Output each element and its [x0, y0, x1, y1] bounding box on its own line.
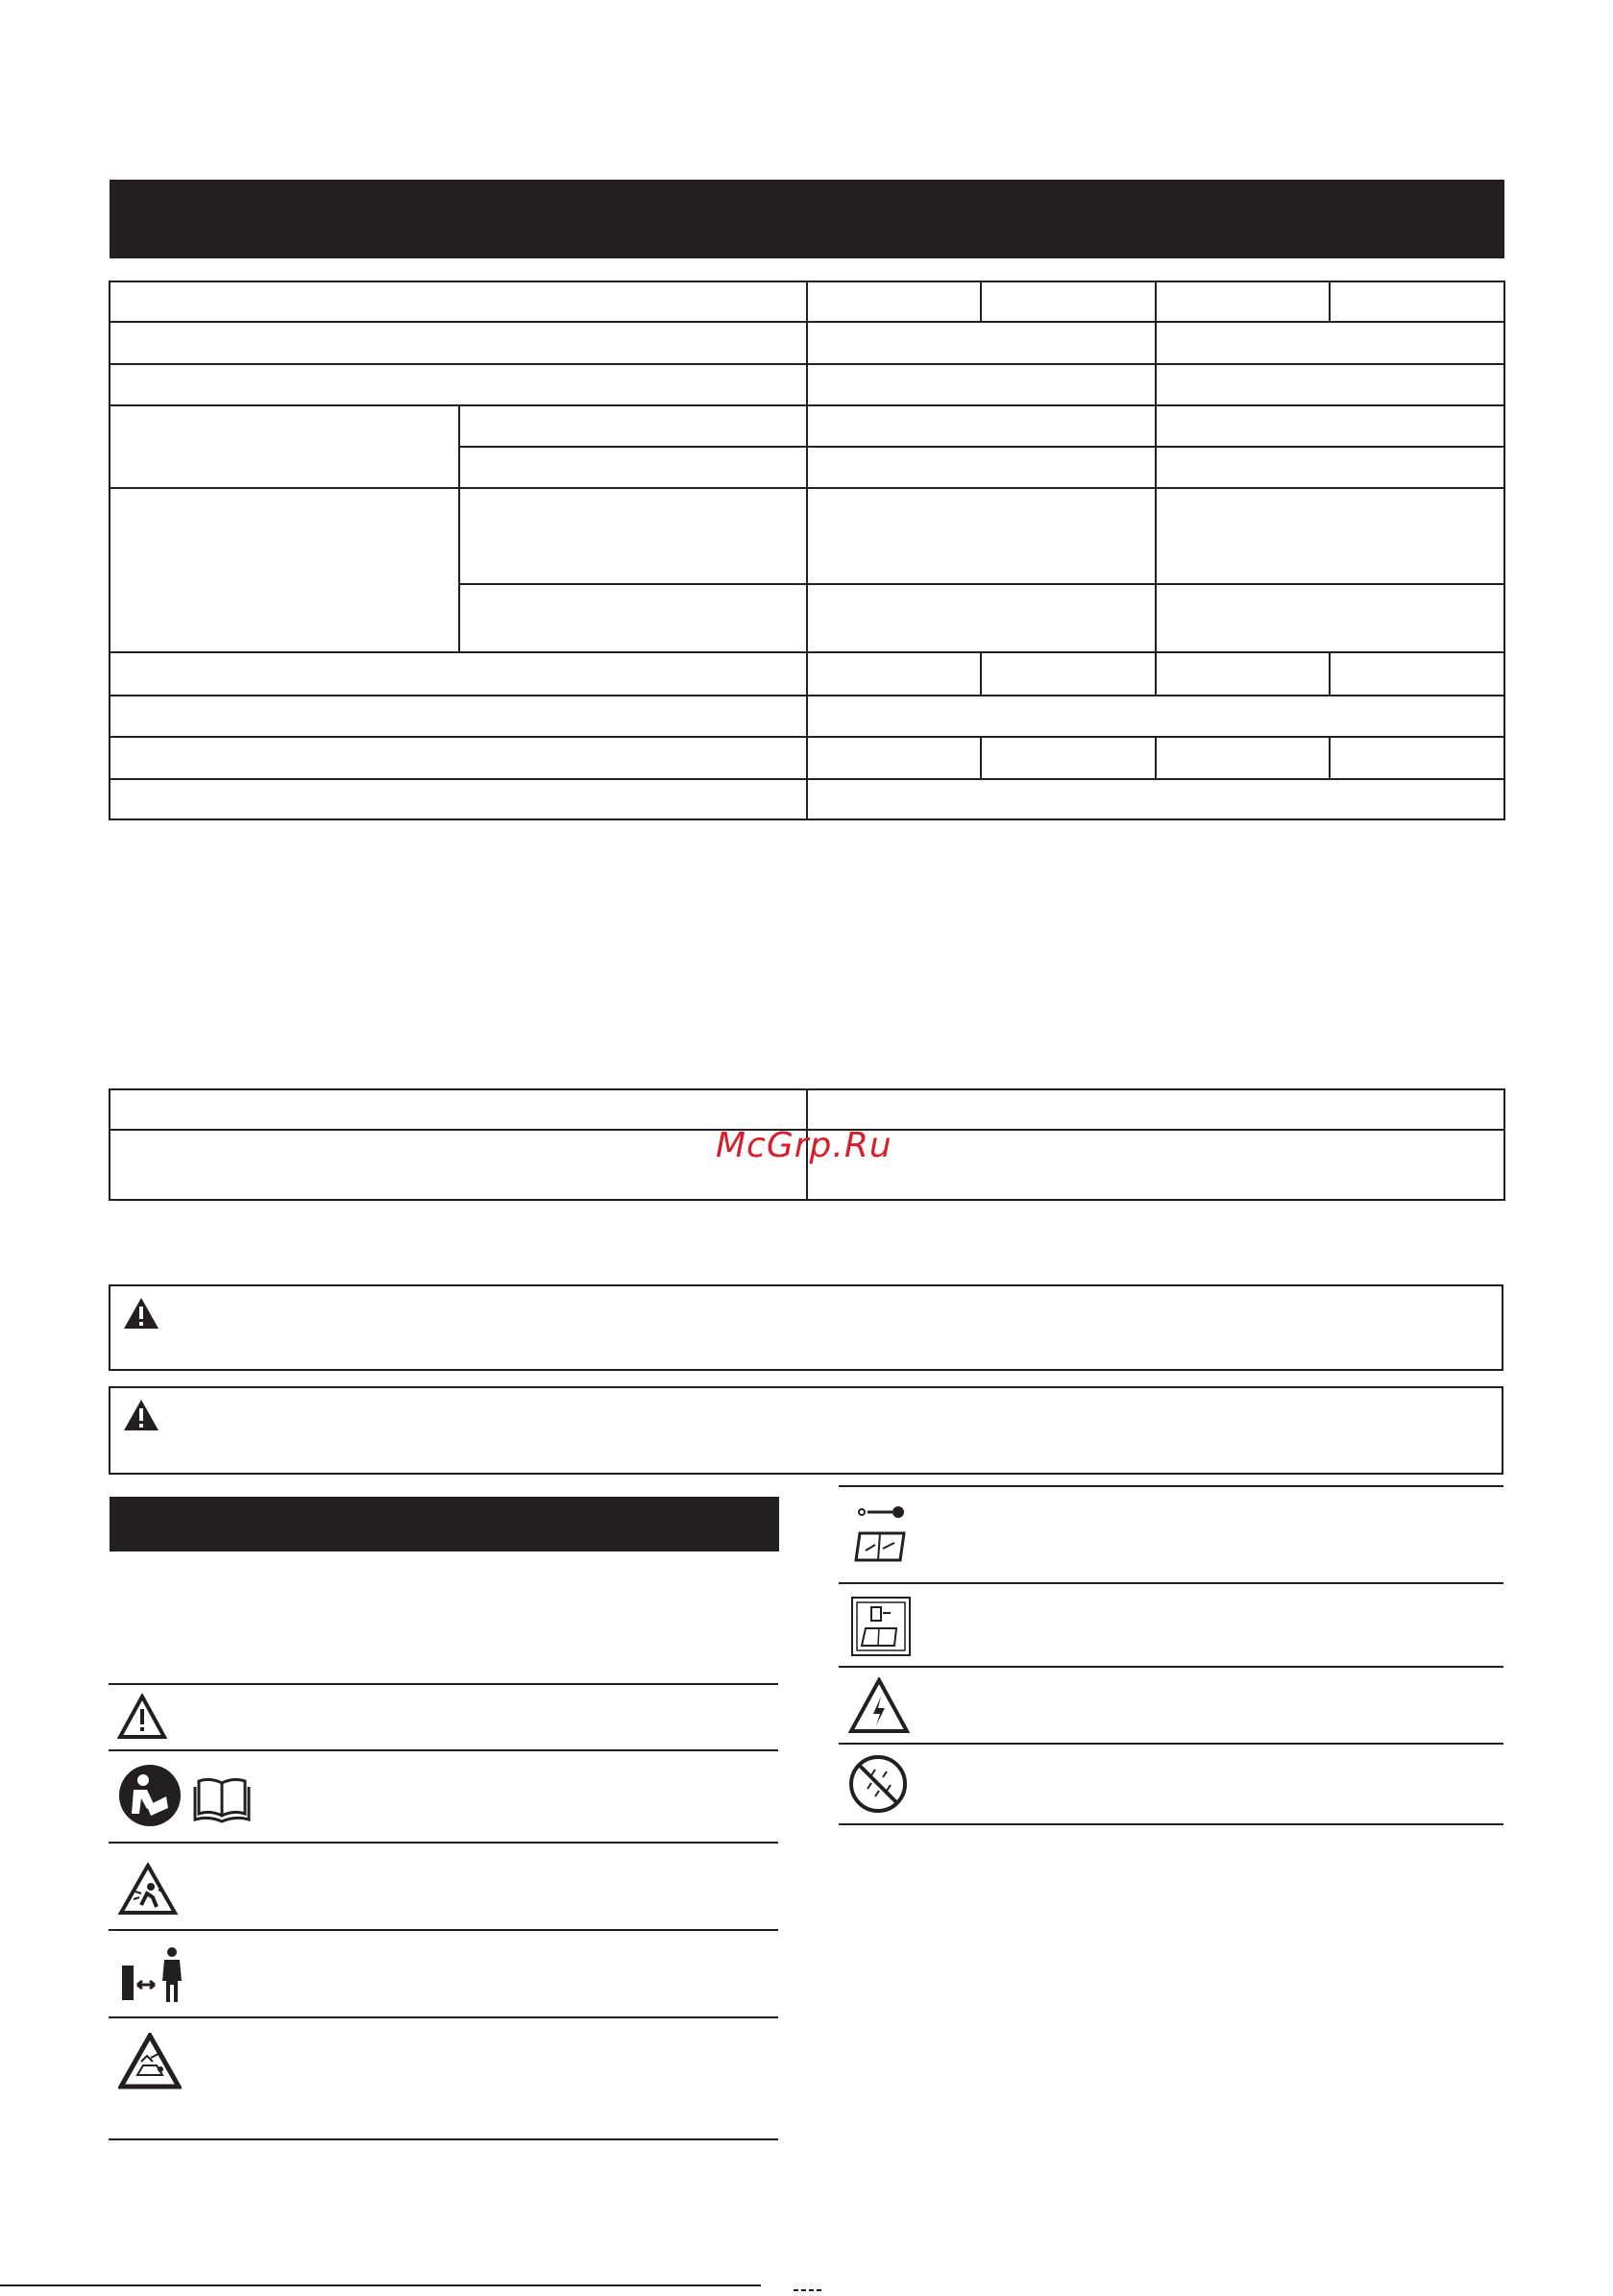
footer-rule — [0, 2284, 761, 2286]
watermark: McGrp.Ru — [716, 1126, 892, 1165]
warning-triangle-icon — [117, 1694, 167, 1740]
section-header-bar — [110, 1497, 779, 1551]
thrown-objects-icon — [118, 2033, 182, 2090]
read-manual-service-icon — [850, 1596, 912, 1657]
warning-box — [109, 1386, 1503, 1475]
remove-key-manual-icon — [854, 1506, 912, 1568]
warning-box — [109, 1284, 1503, 1371]
flying-objects-icon — [118, 1863, 178, 1917]
read-manual-icon — [118, 1764, 253, 1827]
symbols-list-left — [109, 1683, 778, 2140]
warning-triangle-icon — [122, 1296, 160, 1331]
specifications-table — [109, 281, 1505, 820]
electric-shock-icon — [848, 1677, 910, 1735]
keep-distance-icon — [120, 1946, 187, 2004]
header-bar — [110, 180, 1504, 258]
warning-triangle-icon — [122, 1398, 160, 1432]
no-rain-icon — [848, 1754, 908, 1814]
symbols-list-right — [839, 1485, 1503, 1827]
footer-mark — [794, 2279, 832, 2284]
